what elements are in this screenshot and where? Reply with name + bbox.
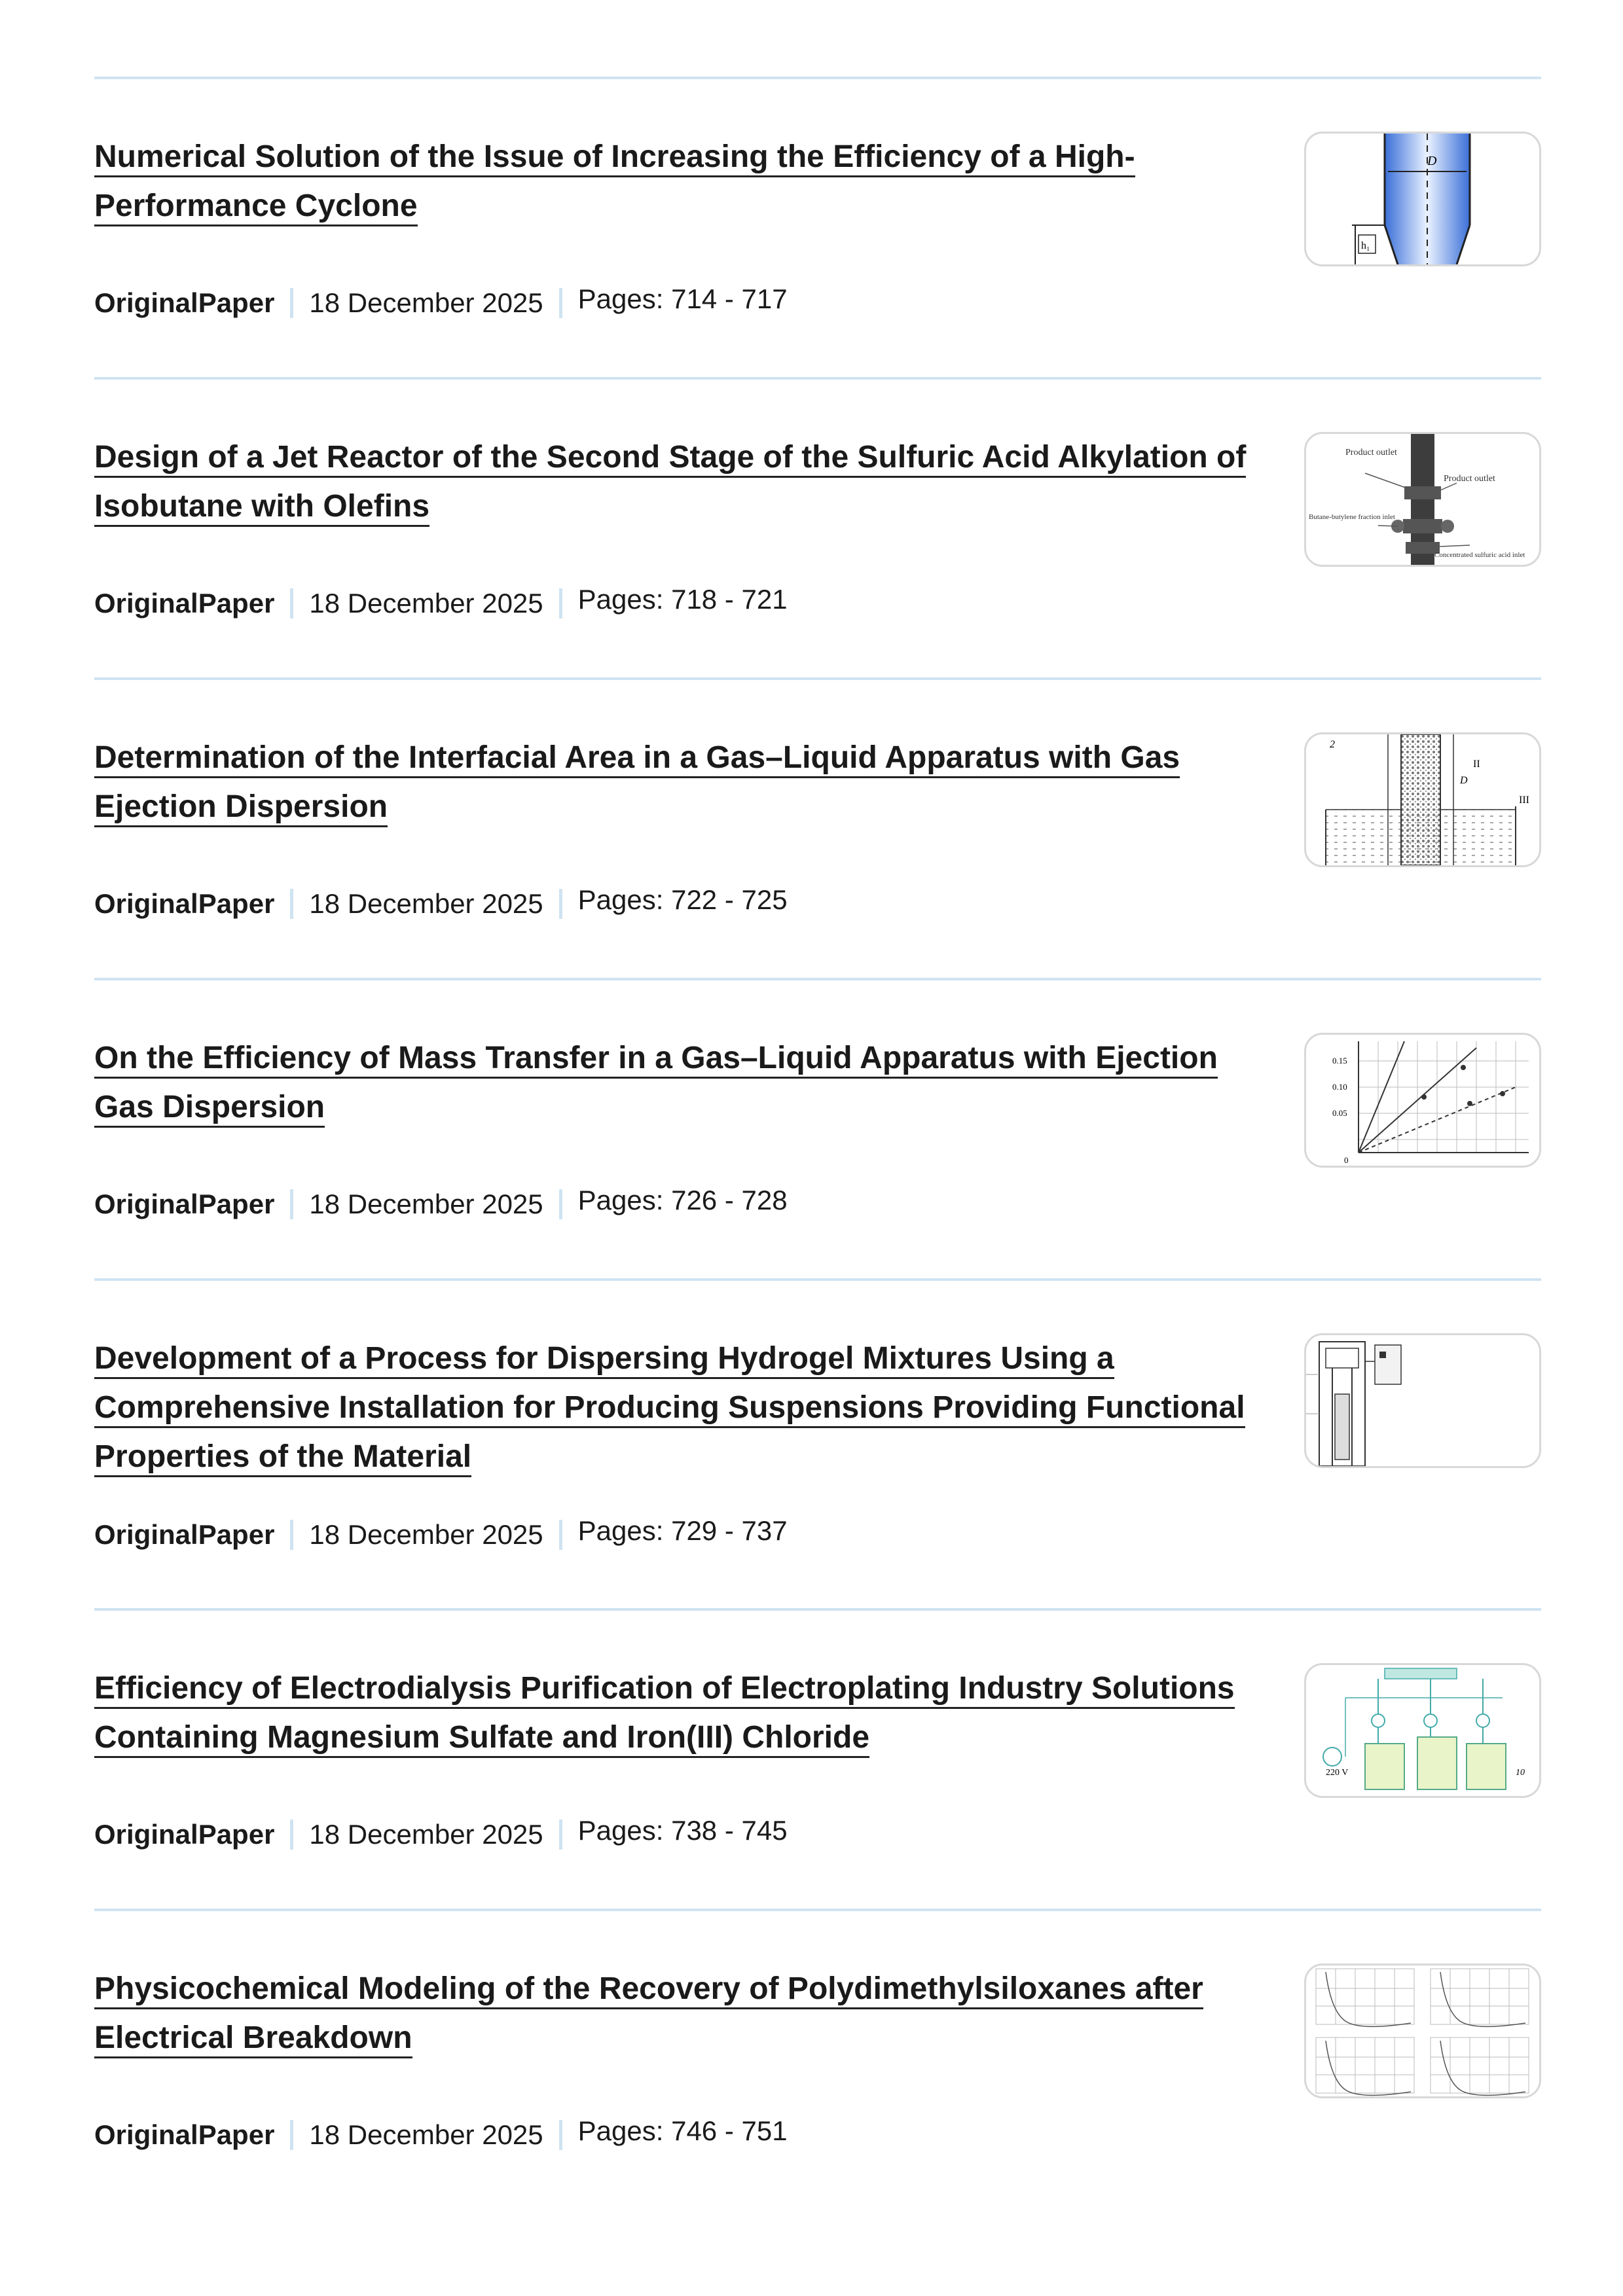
- page-range: Pages: 746 - 751: [577, 2115, 788, 2146]
- article-meta: [94, 1185, 788, 1220]
- apparatus-label: II: [1473, 759, 1480, 770]
- meta-divider: [290, 1520, 293, 1550]
- article-item: [94, 377, 1541, 677]
- meta-divider: [559, 889, 562, 919]
- publish-date: 18 December 2025: [309, 888, 543, 919]
- article-title-link[interactable]: Determination of the Interfacial Area in a Gas–Liquid Apparatus with Gas Ejection Dispersion: [94, 733, 1253, 831]
- meta-divider: [559, 1520, 562, 1550]
- electrodialysis-scheme-icon[interactable]: [1304, 1663, 1541, 1798]
- graph-tick-label: 0.10: [1332, 1082, 1347, 1092]
- meta-divider: [290, 2120, 293, 2150]
- content-type: OriginalPaper: [94, 1519, 275, 1550]
- article-title-link[interactable]: Efficiency of Electrodialysis Purification of Electroplating Industry Solutions Containing Magnesium Sulfate and Iron(III) Chloride: [94, 1664, 1253, 1762]
- page-range: Pages: 714 - 717: [577, 283, 788, 314]
- scheme-label: 10: [1516, 1768, 1525, 1778]
- graph-tick-label: 0.05: [1332, 1108, 1347, 1118]
- meta-divider: [559, 588, 562, 619]
- publish-date: 18 December 2025: [309, 1519, 543, 1550]
- apparatus-label: III: [1519, 795, 1529, 806]
- article-meta: [94, 584, 788, 619]
- article-meta: [94, 1515, 788, 1551]
- reactor-outlet-label: Product outlet: [1444, 474, 1495, 484]
- article-meta: [94, 2115, 788, 2151]
- graph-tick-label: 0: [1344, 1155, 1349, 1165]
- cyclone-d-label: D: [1427, 154, 1437, 168]
- publish-date: 18 December 2025: [309, 2119, 543, 2150]
- meta-divider: [559, 1189, 562, 1219]
- cyclone-diagram-icon[interactable]: [1304, 132, 1541, 266]
- voltage-label: 220 V: [1326, 1768, 1349, 1778]
- article-item: [94, 677, 1541, 978]
- apparatus-diagram-icon[interactable]: [1304, 732, 1541, 867]
- meta-divider: [559, 1820, 562, 1850]
- apparatus-label: D: [1460, 775, 1468, 786]
- page-range: Pages: 718 - 721: [577, 584, 788, 615]
- content-type: OriginalPaper: [94, 888, 275, 919]
- article-title-link[interactable]: Development of a Process for Dispersing Hydrogel Mixtures Using a Comprehensive Installation for Producing Suspensions Providing Functional Properties of the Material: [94, 1334, 1253, 1481]
- reactor-acid-label: Concentrated sulfuric acid inlet: [1434, 551, 1525, 559]
- article-meta: [94, 884, 788, 920]
- reactor-outlet-label: Product outlet: [1345, 448, 1397, 457]
- publish-date: 18 December 2025: [309, 1189, 543, 1219]
- meta-divider: [290, 1189, 293, 1219]
- publish-date: 18 December 2025: [309, 1819, 543, 1850]
- multi-graph-icon[interactable]: [1304, 1964, 1541, 2098]
- meta-divider: [559, 288, 562, 318]
- article-title-link[interactable]: On the Efficiency of Mass Transfer in a Gas–Liquid Apparatus with Ejection Gas Dispersion: [94, 1033, 1253, 1132]
- article-list: [94, 77, 1541, 2209]
- page-range: Pages: 722 - 725: [577, 884, 788, 915]
- publish-date: 18 December 2025: [309, 287, 543, 318]
- article-title-link[interactable]: Design of a Jet Reactor of the Second Stage of the Sulfuric Acid Alkylation of Isobutane with Olefins: [94, 433, 1253, 531]
- cyclone-h-label: h₁: [1361, 240, 1370, 251]
- content-type: OriginalPaper: [94, 287, 275, 318]
- content-type: OriginalPaper: [94, 1819, 275, 1850]
- article-meta: [94, 1815, 788, 1850]
- article-title-link[interactable]: Numerical Solution of the Issue of Increasing the Efficiency of a High-Performance Cyclone: [94, 132, 1253, 230]
- content-type: OriginalPaper: [94, 1189, 275, 1219]
- meta-divider: [290, 588, 293, 619]
- article-item: [94, 77, 1541, 377]
- article-title-link[interactable]: Physicochemical Modeling of the Recovery of Polydimethylsiloxanes after Electrical Breakdown: [94, 1964, 1253, 2062]
- article-meta: [94, 283, 788, 319]
- meta-divider: [290, 288, 293, 318]
- graph-plot-icon[interactable]: [1304, 1033, 1541, 1168]
- publish-date: 18 December 2025: [309, 588, 543, 619]
- content-type: OriginalPaper: [94, 588, 275, 619]
- article-item: [94, 978, 1541, 1278]
- page-range: Pages: 726 - 728: [577, 1185, 788, 1215]
- page-range: Pages: 738 - 745: [577, 1815, 788, 1846]
- meta-divider: [559, 2120, 562, 2150]
- article-item: [94, 1608, 1541, 1909]
- article-item: [94, 1278, 1541, 1608]
- meta-divider: [290, 889, 293, 919]
- page-range: Pages: 729 - 737: [577, 1515, 788, 1546]
- graph-tick-label: 0.15: [1332, 1056, 1347, 1066]
- meta-divider: [290, 1820, 293, 1850]
- reactor-inlet-label: Butane-butylene fraction inlet: [1309, 513, 1395, 521]
- apparatus-label: 2: [1330, 739, 1335, 750]
- installation-diagram-icon[interactable]: [1304, 1333, 1541, 1468]
- reactor-diagram-icon[interactable]: [1304, 432, 1541, 567]
- content-type: OriginalPaper: [94, 2119, 275, 2150]
- article-item: [94, 1909, 1541, 2209]
